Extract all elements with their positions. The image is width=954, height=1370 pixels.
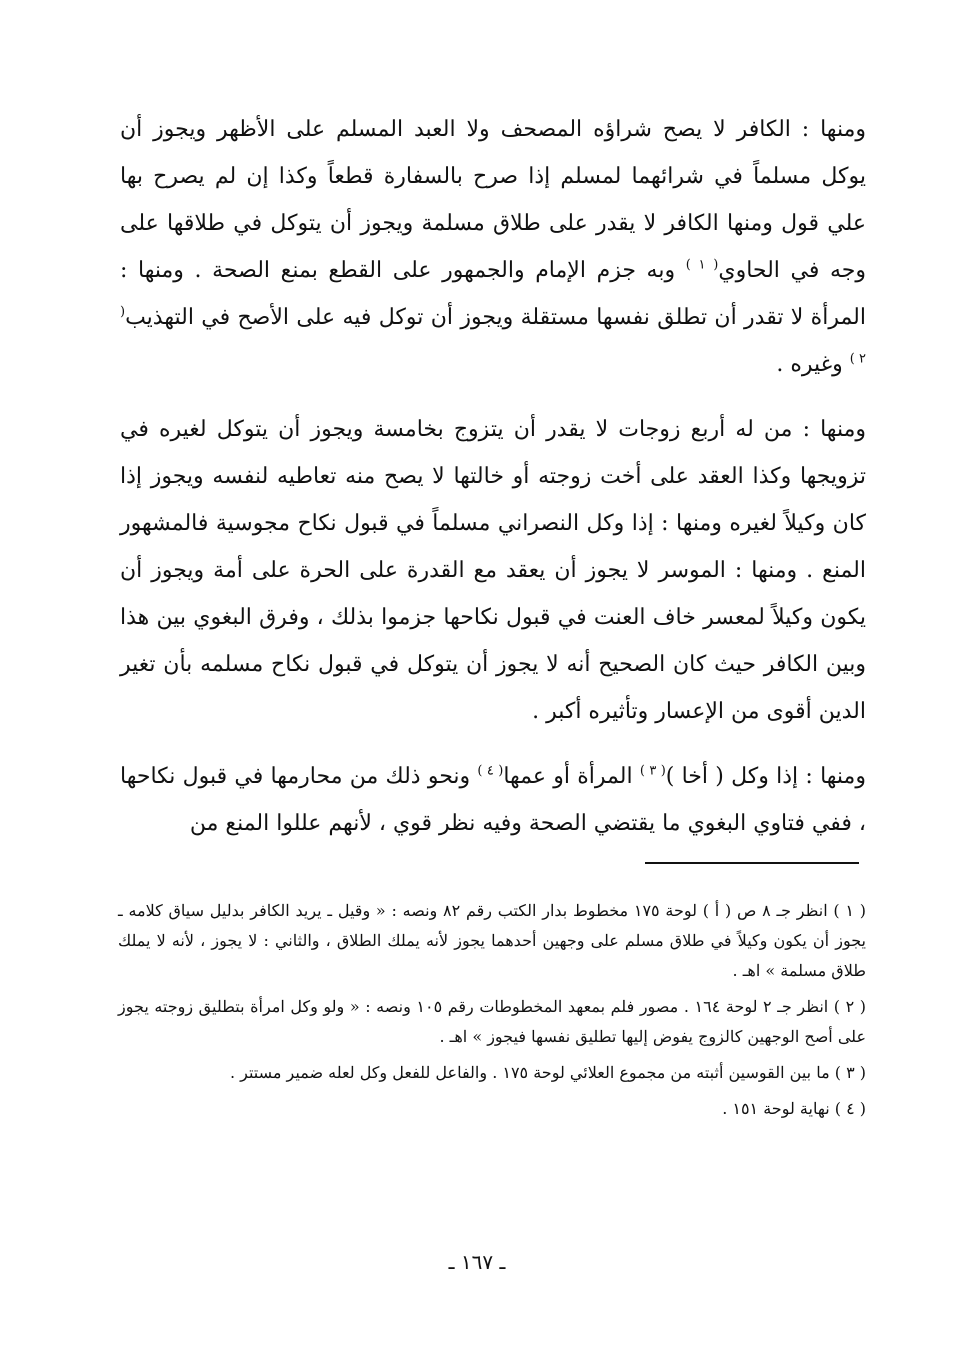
- footnote-ref-2: ( ٢ ): [120, 304, 866, 367]
- page-number: ـ ١٦٧ ـ: [448, 1250, 506, 1274]
- footnote-1: ( ١ ) انظر جـ ٨ ص ( أ ) لوحة ١٧٥ مخطوط بدار الكتب رقم ٨٢ ونصه : « وقيل ـ يريد الكافر بدليل سياق كلامه ـ يجوز أن يكون وكيلاً في طلاق مسلم على وجهين أحدهما يجوز لأنه يملك الطلاق ، والثاني : لا يجوز ، لأنه لا يملك طلاق مسلمة » اهـ .: [118, 901, 867, 980]
- paragraph-1-text-c: وغيره .: [776, 352, 850, 377]
- footnote-4: ( ٤ ) نهاية لوحة ١٥١ .: [722, 1099, 866, 1118]
- footnote-ref-4: ( ٤ ): [477, 763, 504, 779]
- paragraph-1-text-b: وبه جزم الإمام والجمهور على القطع بمنع الصحة . ومنها : المرأة لا تقدر أن تطلق نفسها مستقلة ويجوز أن توكل فيه على الأصح في التهذيب: [120, 258, 866, 330]
- paragraph-1: [120, 106, 866, 388]
- footnote-ref-3: ( ٣ ): [639, 763, 666, 779]
- paragraph-3-text-b: المرأة أو عمها: [503, 764, 640, 789]
- paragraph-2: [120, 406, 866, 735]
- footnote-2: ( ٢ ) انظر جـ ٢ لوحة ١٦٤ . مصور فلم بمعهد المخطوطات رقم ١٠٥ ونصه : « ولو وكل امرأة بتطليق زوجته يجوز على أصح الوجهين كالزوج يفوض إليها تطليق نفسها فيجوز » اهـ .: [118, 997, 867, 1046]
- footnote-ref-1: ( ١ ): [685, 257, 719, 273]
- paragraph-3: [120, 753, 866, 847]
- footnote-3: ( ٣ ) ما بين القوسين أثبته من مجموع العلائي لوحة ١٧٥ . والفاعل للفعل وكل لعله ضمير مستتر .: [229, 1063, 866, 1082]
- footnotes-section: [118, 896, 866, 1130]
- footnote-separator: [645, 862, 859, 864]
- paragraph-1-text-a: ومنها : الكافر لا يصح شراؤه المصحف ولا العبد المسلم على الأظهر ويجوز أن يوكل مسلماً في شرائهما لمسلم إذا صرح بالسفارة قطعاً وكذا إن لم يصرح بها علي قول ومنها الكافر لا يقدر على طلاق مسلمة ويجوز أن يتوكل في طلاقها على وجه في الحاوي: [120, 117, 866, 283]
- main-text-body: [120, 106, 866, 847]
- paragraph-3-text-c: ونحو ذلك من محارمها في قبول نكاحها ، ففي فتاوي البغوي ما يقتضي الصحة وفيه نظر قوي ، لأنهم عللوا المنع من: [120, 764, 866, 836]
- paragraph-2-text: ومنها : من له أربع زوجات لا يقدر أن يتزوج بخامسة ويجوز أن يتوكل لغيره في تزويجها وكذا العقد على أخت زوجته أو خالتها لا يصح منه تعاطيه لنفسه ويجوز إذا كان وكيلاً لغيره ومنها : إذا وكل النصراني مسلماً في قبول نكاح مجوسية فالمشهور المنع . ومنها : الموسر لا يجوز أن يعقد مع القدرة على الحرة على أمة ويجوز أن يكون وكيلاً لمعسر خاف العنت في قبول نكاحها جزموا بذلك ، وفرق البغوي بين هذا وبين الكافر حيث كان الصحيح أنه لا يجوز أن يتوكل في قبول نكاح مسلمه بأن تغير الدين أقوى من الإعسار وتأثيره أكبر .: [120, 417, 866, 724]
- paragraph-3-text-a: ومنها : إذا وكل ( أخا ): [665, 764, 866, 789]
